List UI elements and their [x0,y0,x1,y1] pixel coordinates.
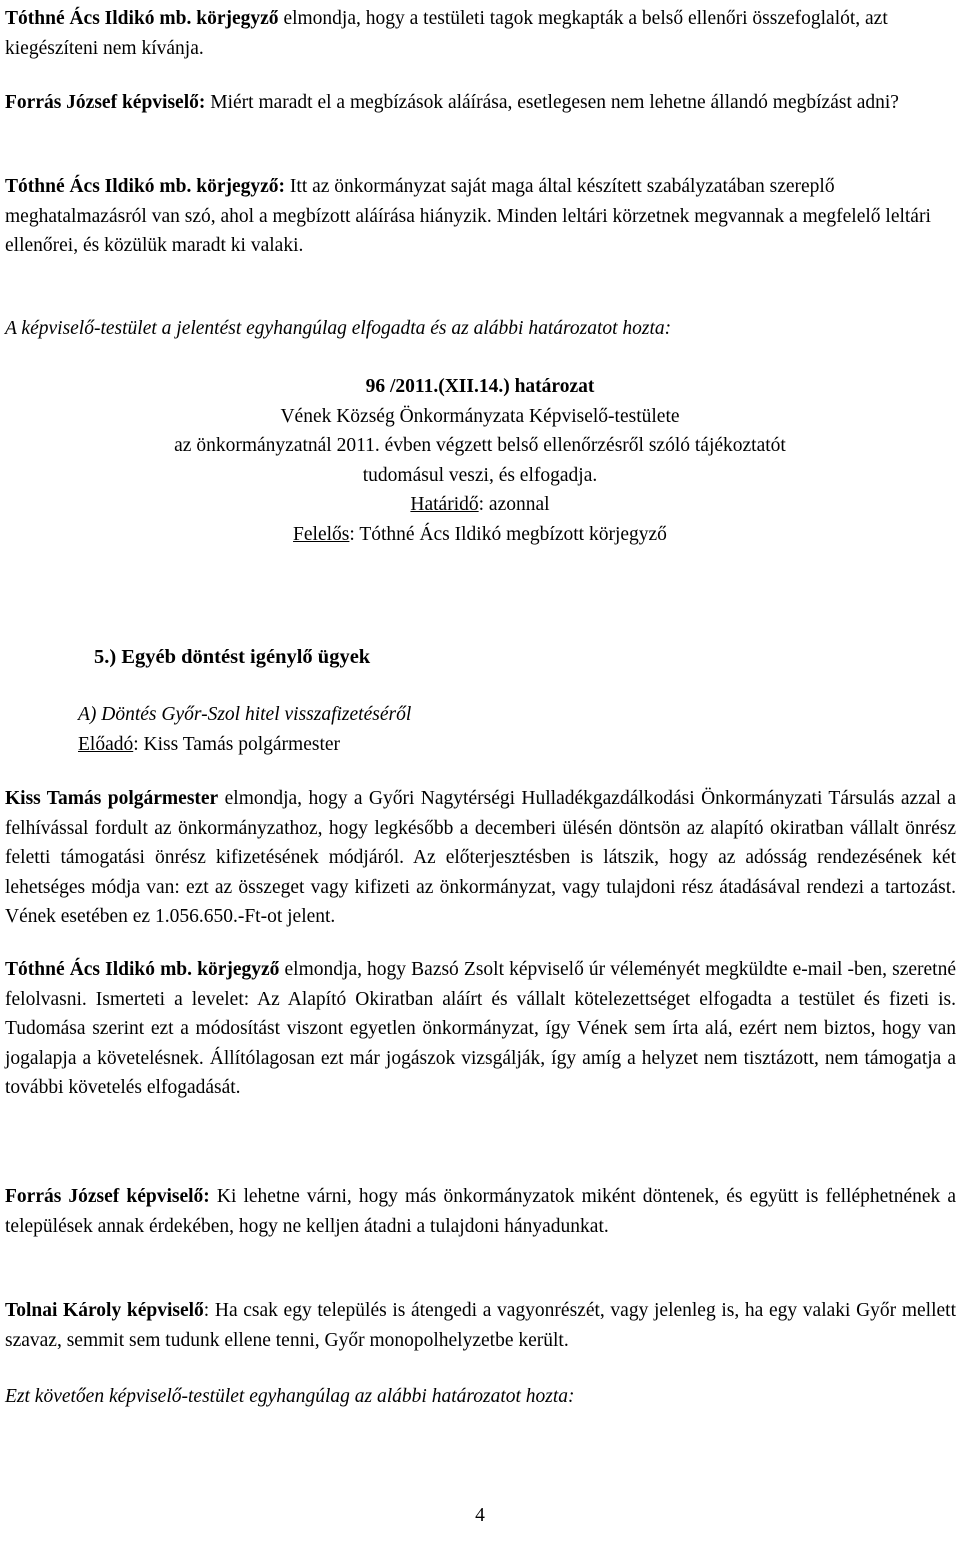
paragraph-notary-summary [5,4,956,63]
presenter [78,730,948,760]
speaker-name: Tóthné Ács Ildikó mb. körjegyző: [5,176,286,197]
paragraph-tolnai [5,1296,956,1355]
paragraph-forras [5,1182,956,1241]
decision-intro: A képviselő-testület a jelentést egyhangúlag elfogadta és az alábbi határozatot hozta: [5,318,672,339]
resolution-line: tudomásul veszi, és elfogadja. [362,464,598,486]
resolution-line: Vének Község Önkormányzata Képviselő-testülete [280,405,680,427]
speaker-name: Tolnai Károly képviselő [5,1300,204,1321]
paragraph-text: elmondja, hogy Bazsó Zsolt képviselő úr véleményét megküldte e-mail -ben, szeretné felolvasni. Ismerteti a levelet: Az Alapító Okiratban aláírt és vállalt kötelezettséget elfogadta a testület és fizeti is. Tudomása szerint ezt a módosítást viszont egyetlen önkormányzat, így Vének sem írta alá, ezért nem biztos, hogy van jogalapja a követelésnek. Állítólagosan ezt már jogászok vizsgálják, így amíg a helyzet nem tisztázott, nem támogatja a további követelés elfogadását. [5,959,957,1098]
paragraph-question [5,88,956,118]
speaker-name: Tóthné Ács Ildikó mb. körjegyző [5,8,279,29]
subsection-title: A) Döntés Győr-Szol hitel visszafizetéséről [78,704,412,725]
paragraph-text: Ki lehetne várni, hogy más önkormányzatok miként döntenek, és együtt is felléphetnének a települések annak érdekében, hogy ne kelljen átadni a tulajdoni hányadunkat. [5,1186,956,1237]
speaker-name: Kiss Tamás polgármester [5,788,219,809]
speaker-name: Forrás József képviselő: [5,1186,210,1207]
responsible-label: Felelős [293,523,350,545]
resolution-number: 96 /2011.(XII.14.) határozat [365,376,595,397]
speaker-name: Forrás József képviselő: [5,92,206,113]
decision-intro: Ezt követően képviselő-testület egyhangúlag az alábbi határozatot hozta: [5,1386,575,1407]
paragraph-text: elmondja, hogy a Győri Nagytérségi Hulladékgazdálkodási Önkormányzati Társulás azzal a felhívással fordult az önkormányzathoz, hogy legkésőbb a decemberi ülésén döntsön az alapító okiratban vállalt önrész feletti támogatási önrész kifizetésének módjáról. Az előterjesztésben is látszik, hogy az adósság rendezésének két lehetséges módja van: ezt az összeget vagy kifizeti az önkormányzat, vagy tulajdoni rész átadásával rendezi a tartozást. Vének esetében ez 1.056.650.-Ft-ot jelent. [5,788,956,927]
responsible-value: : Tóthné Ács Ildikó megbízott körjegyző [349,523,667,545]
paragraph-text: Miért maradt el a megbízások aláírása, esetlegesen nem lehetne állandó megbízást adni? [205,92,899,113]
resolution-deadline [0,490,960,520]
page-number: 4 [475,1505,485,1526]
resolution-responsible [0,520,960,550]
presenter-label: Előadó [78,733,134,755]
speaker-name: Tóthné Ács Ildikó mb. körjegyző [5,959,280,980]
paragraph-text: : Ha csak egy település is átengedi a vagyonrészét, vagy jelenleg is, ha egy valaki Győr mellett szavaz, semmit sem tudunk ellene tenni, Győr monopolhelyzetbe került. [5,1300,956,1351]
paragraph-text: elmondja, hogy a testületi tagok megkapták a belső ellenőri összefoglalót, azt kiegészíteni nem kívánja. [5,8,888,59]
section-heading: 5.) Egyéb döntést igénylő ügyek [94,646,371,668]
resolution-block [0,372,960,549]
subsection [78,700,948,759]
resolution-line: az önkormányzatnál 2011. évben végzett belső ellenőrzésről szóló tájékoztatót [174,435,786,456]
paragraph-notary-letter [5,955,956,1103]
paragraph-notary-answer [5,172,956,261]
paragraph-mayor [5,784,956,932]
paragraph-text: Itt az önkormányzat saját maga által készített szabályzatában szereplő meghatalmazásról van szó, ahol a megbízott aláírása hiányzik. Minden leltári körzetnek megvannak a megfelelő leltári ellenőrei, és közülük maradt ki valaki. [5,176,931,256]
deadline-value: : azonnal [478,494,550,515]
presenter-value: : Kiss Tamás polgármester [133,733,341,755]
deadline-label: Határidő [410,494,479,515]
